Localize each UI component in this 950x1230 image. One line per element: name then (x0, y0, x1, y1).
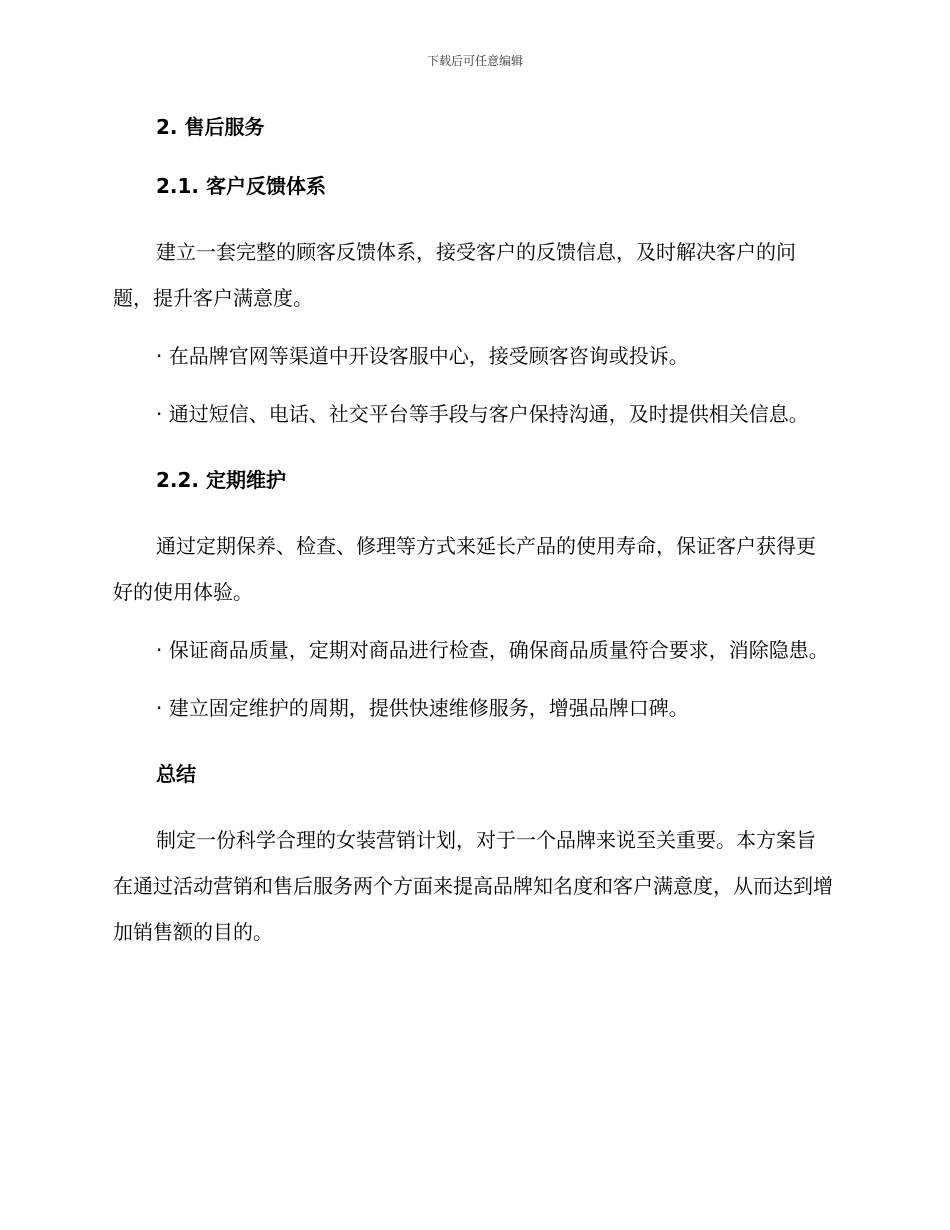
feedback-intro-paragraph: 建立一套完整的顾客反馈体系，接受客户的反馈信息，及时解决客户的问题，提升客户满意度。 (113, 240, 796, 310)
page-header: 下载后可任意编辑 (426, 54, 523, 68)
subsection-heading-feedback: 2.1. 客户反馈体系 (156, 174, 326, 198)
summary-heading: 总结 (156, 762, 196, 786)
subsection-heading-maintenance: 2.2. 定期维护 (156, 468, 286, 492)
section-heading: 2. 售后服务 (156, 115, 265, 139)
document-body (113, 112, 833, 955)
maintenance-intro-paragraph: 通过定期保养、检查、修理等方式来延长产品的使用寿命，保证客户获得更好的使用体验。 (113, 534, 816, 604)
feedback-bullet-2: · 通过短信、电话、社交平台等手段与客户保持沟通，及时提供相关信息。 (156, 402, 809, 426)
feedback-bullet-1: · 在品牌官网等渠道中开设客服中心，接受顾客咨询或投诉。 (156, 344, 689, 368)
summary-paragraph: 制定一份科学合理的女装营销计划，对于一个品牌来说至关重要。本方案旨在通过活动营销和售后服务两个方面来提高品牌知名度和客户满意度，从而达到增加销售额的目的。 (113, 828, 833, 944)
maintenance-bullet-1: · 保证商品质量，定期对商品进行检查，确保商品质量符合要求，消除隐患。 (156, 638, 829, 662)
maintenance-bullet-2: · 建立固定维护的周期，提供快速维修服务，增强品牌口碑。 (156, 696, 689, 720)
